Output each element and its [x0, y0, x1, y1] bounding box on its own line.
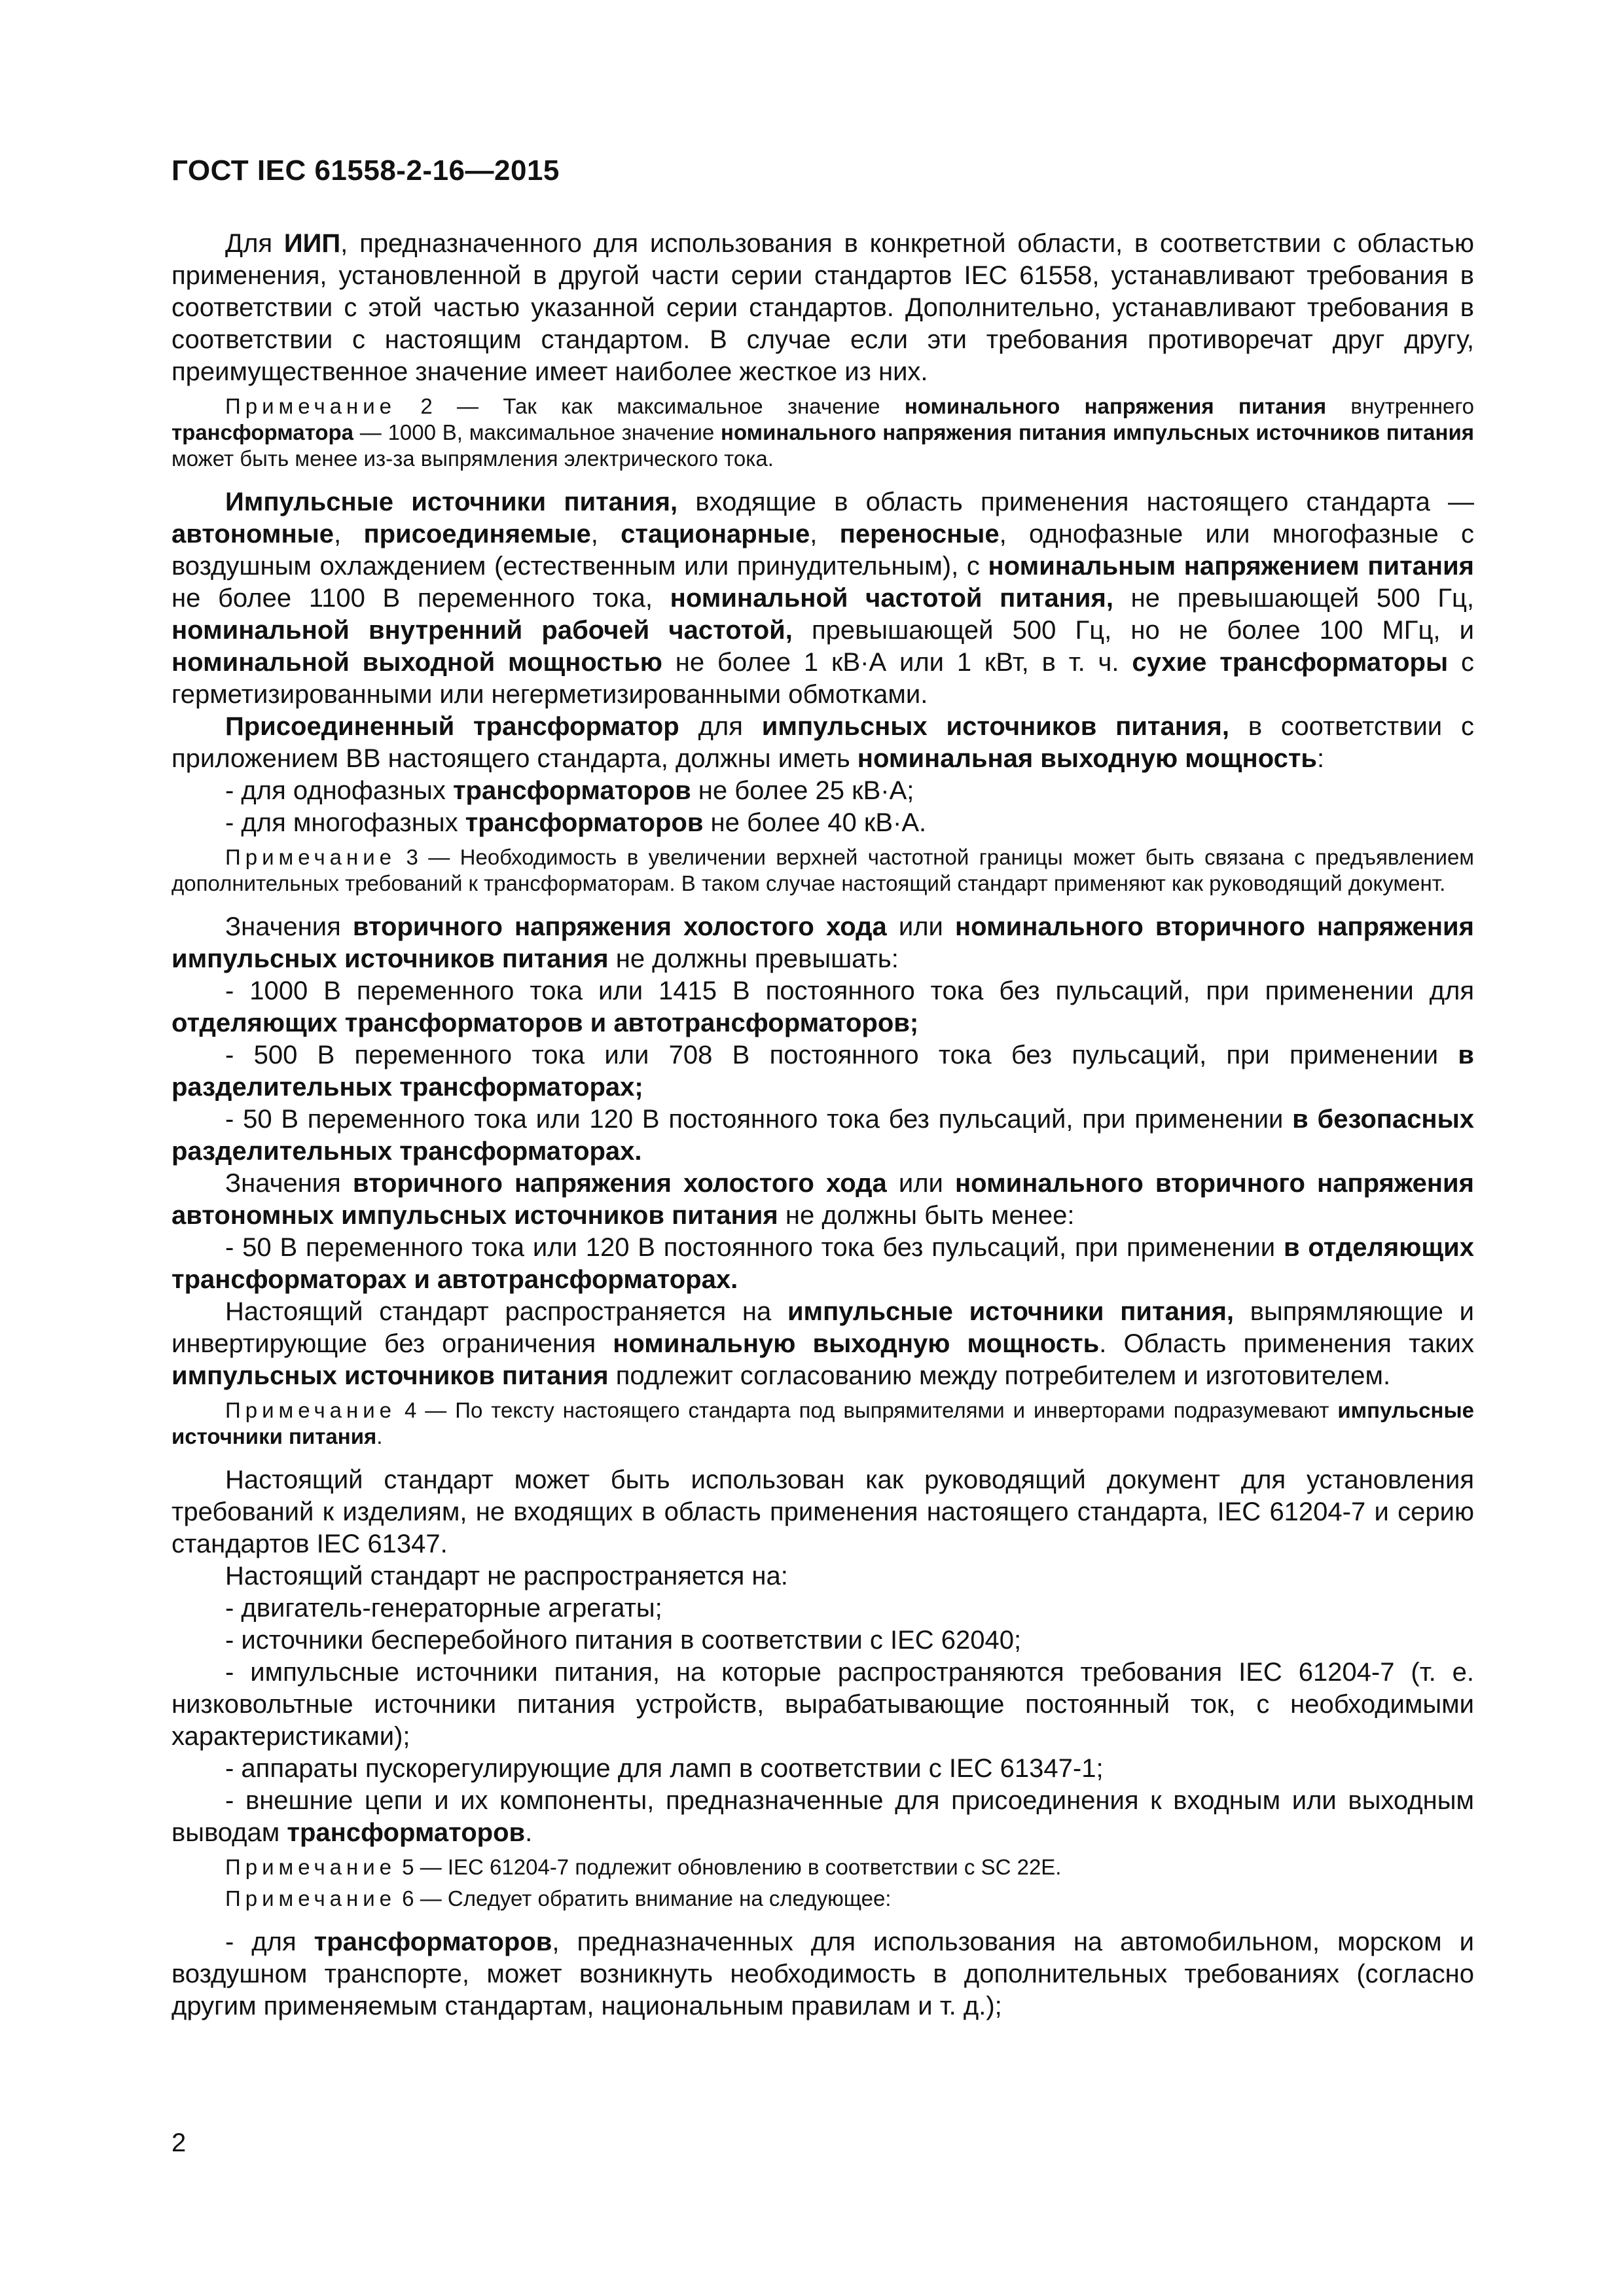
text-run: Настоящий стандарт может быть использован как руководящий документ для установления требований к изделиям, не входящих в область применения настоящего стандарта, IEC 61204-7 и серию стандартов IEC 61347.	[171, 1465, 1474, 1558]
text-run: превышающей 500 Гц, но не более 100 МГц, и	[792, 616, 1474, 645]
text-run: - двигатель-генераторные агрегаты;	[225, 1594, 662, 1623]
text-run: — 1000 В, максимальное значение	[353, 420, 721, 444]
text-run: - 500 В переменного тока или 708 В постоянного тока без пульсаций, при применении	[225, 1041, 1458, 1069]
bold-term: в разделительных трансформаторах;	[171, 1041, 1474, 1102]
document-header: ГОСТ IEC 61558-2-16—2015	[171, 154, 560, 187]
text-run: не более 1100 В переменного тока,	[171, 584, 670, 613]
text-run: подлежит согласованию между потребителем и изготовителем.	[608, 1361, 1391, 1390]
text-run: Для	[225, 229, 284, 258]
text-run: 2 — Так как максимальное значение	[396, 394, 905, 418]
text-run: Настоящий стандарт не распространяется на:	[225, 1562, 788, 1590]
bold-term: номинального вторичного напряжения автономных импульсных источников питания	[171, 1169, 1474, 1230]
text-run: входящие в область применения настоящего стандарта —	[677, 488, 1475, 516]
note-label: Примечание	[225, 394, 397, 418]
text-run: .	[525, 1818, 533, 1847]
bold-term: стационарные	[621, 520, 810, 548]
text-run: ,	[590, 520, 621, 548]
bold-term: трансформаторов	[287, 1818, 526, 1847]
text-run: 3 — Необходимость в увеличении верхней частотной границы может быть связана с предъявлением дополнительных требований к трансформаторам. В таком случае настоящий стандарт применяют как руководящий документ.	[171, 845, 1474, 895]
bold-term: номинального напряжения питания	[904, 394, 1327, 418]
text-run: не более 1 кВ·А или 1 кВт, в т. ч.	[662, 648, 1132, 677]
bold-term: импульсные источники питания,	[787, 1297, 1235, 1326]
body-paragraph	[171, 1592, 1474, 1624]
text-run: - 50 В переменного тока или 120 В постоянного тока без пульсаций, при применении	[225, 1105, 1293, 1134]
text-run: - для многофазных	[225, 808, 465, 837]
bold-term: номинальной выходной мощностью	[171, 648, 662, 677]
body-paragraph	[171, 1103, 1474, 1168]
bold-term: номинальной внутренний рабочей частотой,	[171, 616, 793, 645]
bold-term: трансформаторов	[465, 808, 704, 837]
text-run: для	[679, 712, 762, 741]
body-paragraph	[171, 1560, 1474, 1592]
body-paragraph	[171, 807, 1474, 839]
bold-term: ИИП	[283, 229, 341, 258]
text-run: - 1000 В переменного тока или 1415 В постоянного тока без пульсаций, при применении для	[225, 977, 1474, 1005]
text-run: может быть менее из-за выпрямления электрического тока.	[171, 446, 774, 471]
text-run: с герметизированными или негерметизированными обмотками.	[171, 648, 1474, 709]
text-run: - внешние цепи и их компоненты, предназначенные для присоединения к входным или выходным выводам	[171, 1786, 1474, 1847]
body-paragraph	[171, 1168, 1474, 1232]
body-paragraph	[171, 775, 1474, 807]
body-paragraph	[171, 975, 1474, 1039]
bold-term: трансформаторов	[452, 776, 691, 805]
text-run: или	[886, 912, 956, 941]
bold-term: Импульсные источники питания,	[225, 488, 678, 516]
text-run: 4 — По тексту настоящего стандарта под выпрямителями и инверторами подразумевают	[396, 1398, 1338, 1422]
text-run: - 50 В переменного тока или 120 В постоянного тока без пульсаций, при применении	[225, 1233, 1284, 1262]
body-paragraph	[171, 1753, 1474, 1785]
bold-term: сухие трансформаторы	[1132, 648, 1449, 677]
body-paragraph	[171, 911, 1474, 975]
text-run: - для однофазных	[225, 776, 453, 805]
text-run: ,	[810, 520, 840, 548]
note-paragraph	[171, 844, 1474, 897]
bold-term: импульсные источники питания	[171, 1398, 1474, 1448]
bold-term: импульсных источников питания	[171, 1361, 609, 1390]
body-paragraph	[171, 1657, 1474, 1753]
text-run: не более 25 кВ·А;	[691, 776, 914, 805]
body-paragraph	[171, 1039, 1474, 1103]
text-run: - для	[225, 1928, 314, 1956]
note-paragraph	[171, 393, 1474, 472]
note-paragraph	[171, 1854, 1474, 1880]
body-paragraph	[171, 711, 1474, 775]
text-run: не должны быть менее:	[778, 1201, 1075, 1230]
bold-term: отделяющих трансформаторов и автотрансформаторов;	[171, 1009, 919, 1037]
bold-term: переносные	[839, 520, 1000, 548]
text-run: выпрямляющие и инвертирующие без ограничения	[171, 1297, 1474, 1358]
text-run: .	[376, 1424, 383, 1448]
text-run: 6 — Следует обратить внимание на следующее:	[396, 1886, 892, 1910]
bold-term: номинальным напряжением питания	[988, 552, 1474, 581]
text-run: , предназначенного для использования в конкретной области, в соответствии с областью применения, установленной в другой части серии стандартов IEC 61558, устанавливают требования в соответствии с этой частью указанной серии стандартов. Дополнительно, устанавливают требования в соответствии с настоящим стандартом. В случае если эти требования противоречат друг другу, преимущественное значение имеет наиболее жесткое из них.	[171, 229, 1475, 386]
note-paragraph	[171, 1886, 1474, 1912]
bold-term: номинального вторичного напряжения импульсных источников питания	[171, 912, 1474, 973]
text-run: , предназначенных для использования на автомобильном, морском и воздушном транспорте, может возникнуть необходимость в дополнительных требованиях (согласно другим применяемым стандартам, национальным правилам и т. д.);	[171, 1928, 1474, 2020]
bold-term: номинальной частотой питания,	[670, 584, 1113, 613]
note-label: Примечание	[225, 1398, 397, 1422]
page-number: 2	[171, 2128, 187, 2157]
document-body	[171, 228, 1474, 2022]
body-paragraph	[171, 1624, 1474, 1657]
bold-term: импульсных источников питания,	[761, 712, 1229, 741]
bold-term: трансформатора	[171, 420, 354, 444]
body-paragraph	[171, 1232, 1474, 1296]
body-paragraph	[171, 1464, 1474, 1560]
text-run: 5 — IEC 61204-7 подлежит обновлению в соответствии с SC 22E.	[396, 1855, 1062, 1879]
bold-term: номинальная выходную мощность	[857, 744, 1318, 773]
text-run: не должны превышать:	[608, 944, 899, 973]
note-paragraph	[171, 1397, 1474, 1450]
bold-term: присоединяемые	[363, 520, 591, 548]
note-label: Примечание	[225, 1886, 397, 1910]
text-run: , однофазные или многофазные с воздушным охлаждением (естественным или принудительным), с	[171, 520, 1475, 581]
text-run: . Область применения таких	[1099, 1329, 1474, 1358]
bold-term: автономные	[171, 520, 334, 548]
body-paragraph	[171, 1296, 1474, 1392]
bold-term: номинального напряжения питания импульсных источников питания	[721, 420, 1474, 444]
text-run: Значения	[225, 912, 353, 941]
body-paragraph	[171, 228, 1474, 388]
bold-term: в отделяющих трансформаторах и автотрансформаторах.	[171, 1233, 1474, 1294]
text-run: внутреннего	[1326, 394, 1474, 418]
body-paragraph	[171, 1785, 1474, 1849]
text-run: Значения	[225, 1169, 353, 1198]
text-run: не более 40 кВ·А.	[703, 808, 927, 837]
bold-term: вторичного напряжения холостого хода	[352, 912, 887, 941]
note-label: Примечание	[225, 1855, 397, 1879]
body-paragraph	[171, 1926, 1474, 2022]
text-run: в соответствии с приложением ВВ настоящего стандарта, должны иметь	[171, 712, 1474, 773]
bold-term: трансформаторов	[314, 1928, 552, 1956]
bold-term: вторичного напряжения холостого хода	[352, 1169, 887, 1198]
text-run: - импульсные источники питания, на которые распространяются требования IEC 61204-7 (т. е. низковольтные источники питания устройств, вырабатывающие постоянный ток, с необходимыми характеристиками);	[171, 1658, 1474, 1751]
text-run: ,	[334, 520, 364, 548]
text-run: - аппараты пускорегулирующие для ламп в соответствии с IEC 61347-1;	[225, 1754, 1104, 1783]
text-run: - источники бесперебойного питания в соответствии с IEC 62040;	[225, 1626, 1022, 1655]
text-run: Настоящий стандарт распространяется на	[225, 1297, 787, 1326]
text-run: :	[1317, 744, 1325, 773]
bold-term: номинальную выходную мощность	[613, 1329, 1100, 1358]
body-paragraph	[171, 486, 1474, 711]
bold-term: в безопасных разделительных трансформаторах.	[171, 1105, 1475, 1166]
text-run: или	[886, 1169, 956, 1198]
note-label: Примечание	[225, 845, 397, 869]
text-run: не превышающей 500 Гц,	[1113, 584, 1475, 613]
bold-term: Присоединенный трансформатор	[225, 712, 679, 741]
